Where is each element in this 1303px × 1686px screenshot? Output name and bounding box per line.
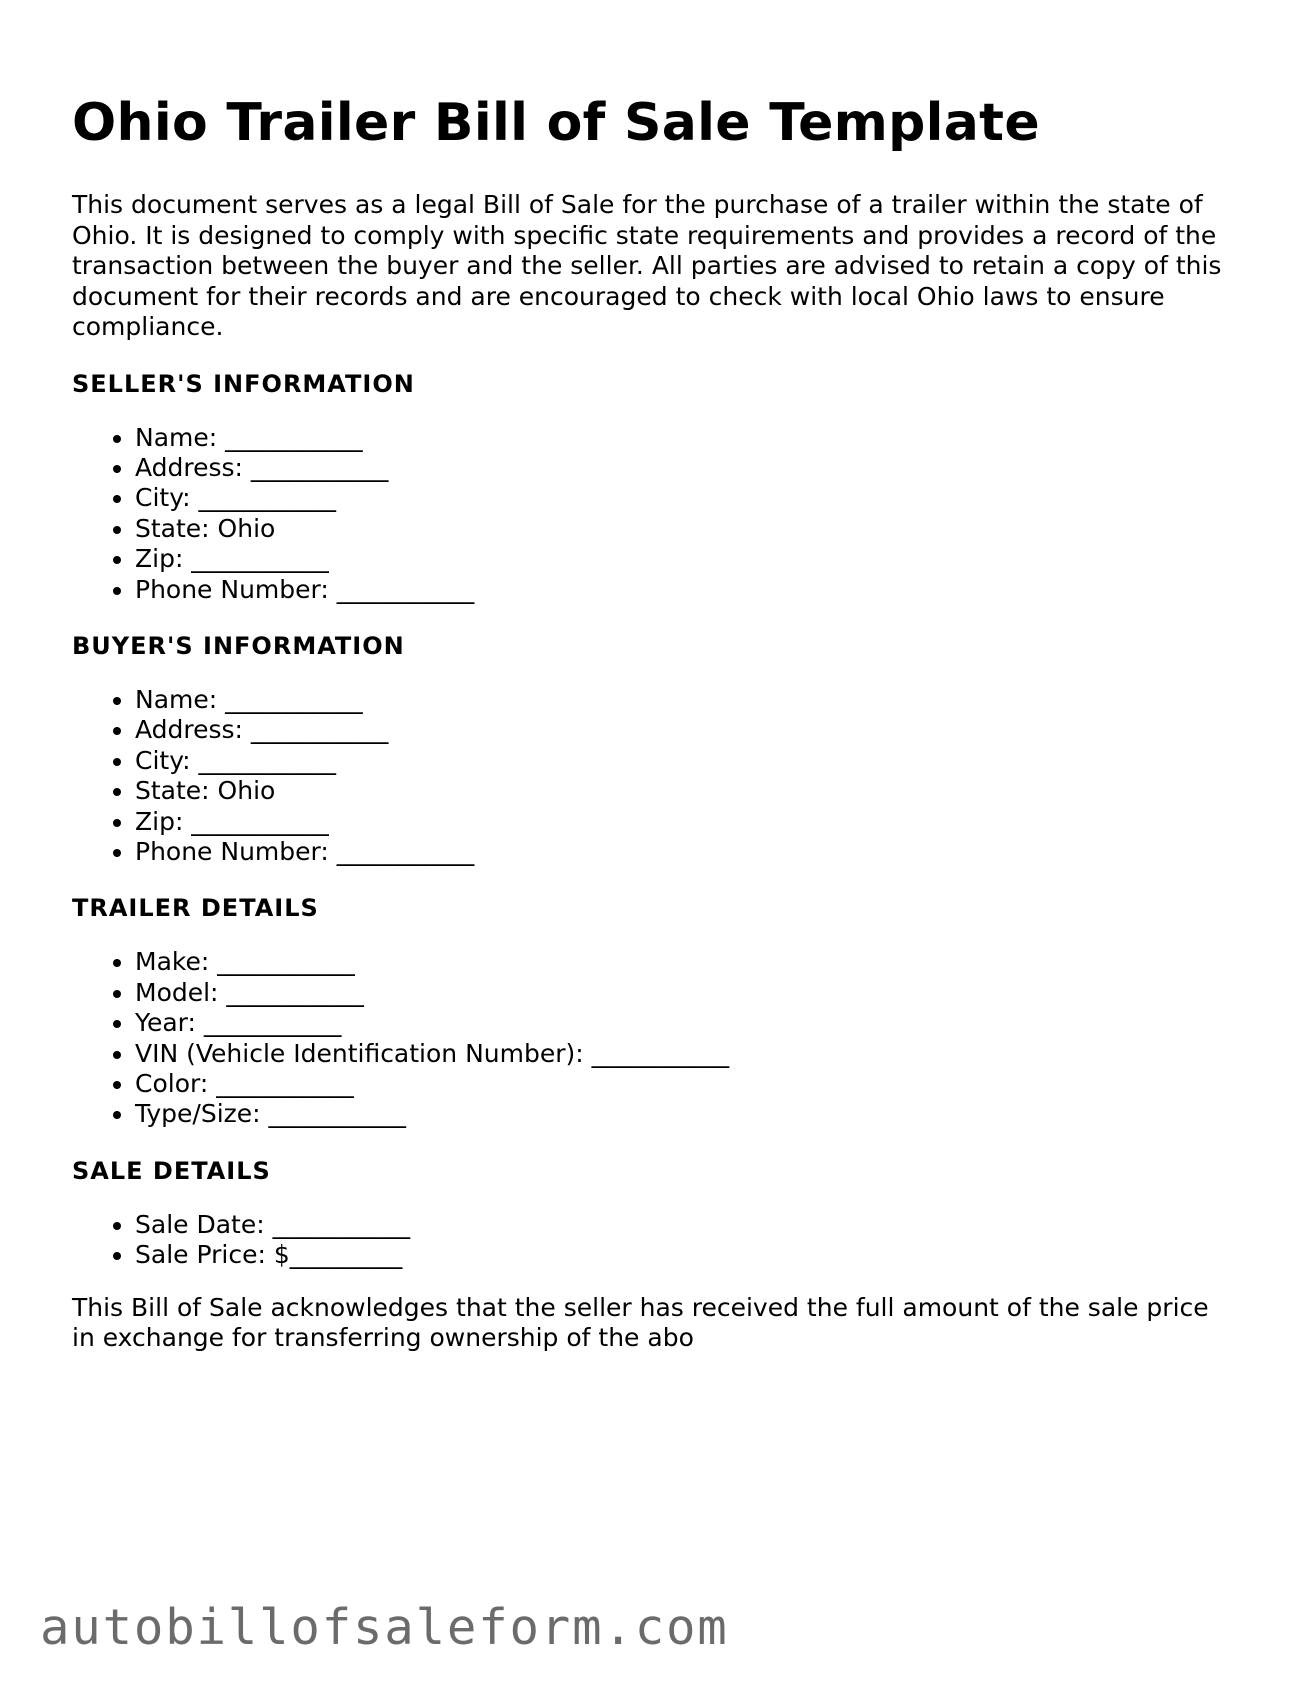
- intro-paragraph: This document serves as a legal Bill of Sale for the purchase of a trailer within the state of Ohio. It is designed to comply with specific state requirements and provides a record of the transaction between the buyer and the seller. All parties are advised to retain a copy of this document for their records and are encouraged to check with local Ohio laws to ensure compliance.: [72, 190, 1222, 341]
- seller-address-item: • Address: ___________: [135, 453, 1232, 483]
- trailer-type-size-item: • Type/Size: ___________: [135, 1099, 1232, 1129]
- trailer-vin-item: • VIN (Vehicle Identification Number): ___________: [135, 1039, 1232, 1069]
- trailer-model-item: • Model: ___________: [135, 978, 1232, 1008]
- seller-phone-item: • Phone Number: ___________: [135, 575, 1232, 605]
- document-page: [72, 80, 1232, 1354]
- seller-state-item: • State: Ohio: [135, 514, 1232, 544]
- sale-details-list: [72, 1210, 1232, 1271]
- buyer-info-list: [72, 685, 1232, 867]
- trailer-make-item: • Make: ___________: [135, 947, 1232, 977]
- page-title: Ohio Trailer Bill of Sale Template: [72, 93, 1040, 153]
- buyer-address-item: • Address: ___________: [135, 715, 1232, 745]
- buyer-zip-item: • Zip: ___________: [135, 807, 1232, 837]
- buyer-section-heading: BUYER'S INFORMATION: [72, 631, 405, 660]
- sale-date-item: • Sale Date: ___________: [135, 1210, 1232, 1240]
- trailer-year-item: • Year: ___________: [135, 1008, 1232, 1038]
- buyer-name-item: • Name: ___________: [135, 685, 1232, 715]
- trailer-color-item: • Color: ___________: [135, 1069, 1232, 1099]
- seller-zip-item: • Zip: ___________: [135, 544, 1232, 574]
- trailer-section-heading: TRAILER DETAILS: [72, 894, 319, 923]
- buyer-state-item: • State: Ohio: [135, 776, 1232, 806]
- sale-price-item: • Sale Price: $_________: [135, 1240, 1232, 1270]
- closing-paragraph: This Bill of Sale acknowledges that the seller has received the full amount of the sale price in exchange for transferring ownership of the abo: [72, 1292, 1209, 1353]
- sale-section-heading: SALE DETAILS: [72, 1156, 271, 1185]
- seller-info-list: [72, 423, 1232, 605]
- seller-section-heading: SELLER'S INFORMATION: [72, 369, 415, 398]
- seller-name-item: • Name: ___________: [135, 423, 1232, 453]
- seller-city-item: • City: ___________: [135, 483, 1232, 513]
- buyer-city-item: • City: ___________: [135, 746, 1232, 776]
- trailer-details-list: [72, 947, 1232, 1129]
- buyer-phone-item: • Phone Number: ___________: [135, 837, 1232, 867]
- site-watermark: autobillofsaleform.com: [40, 1599, 729, 1656]
